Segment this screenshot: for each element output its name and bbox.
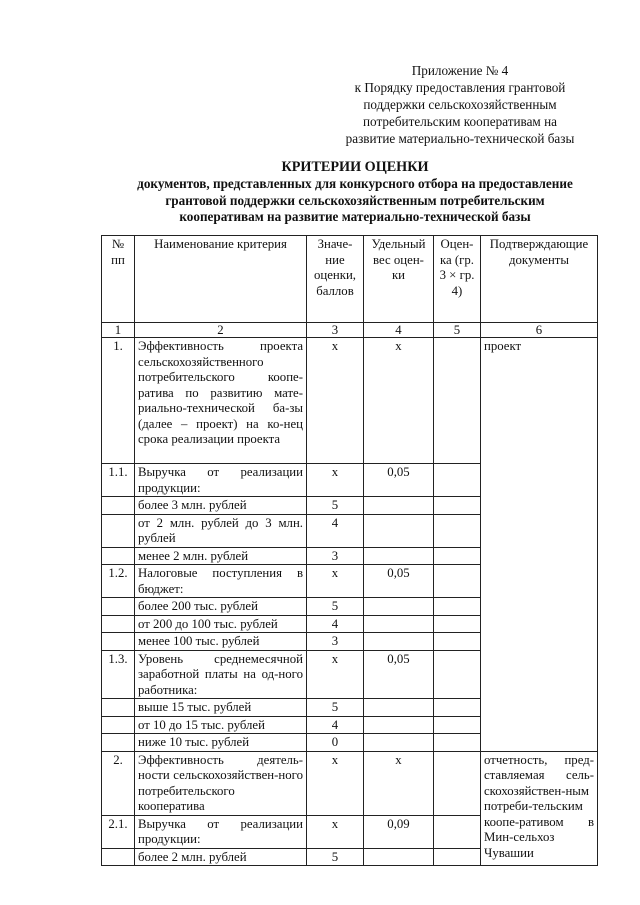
criterion-value: 0	[307, 734, 364, 752]
criterion-name: Выручка от реализации продукции:	[135, 815, 307, 848]
column-number: 4	[364, 323, 434, 338]
row-number	[102, 699, 135, 717]
criterion-value: х	[307, 751, 364, 815]
criterion-value: 4	[307, 716, 364, 734]
criterion-score	[434, 650, 481, 699]
criterion-weight	[364, 615, 434, 633]
criteria-table	[101, 235, 598, 866]
column-number-row	[102, 323, 598, 338]
criterion-weight: х	[364, 338, 434, 464]
column-number: 5	[434, 323, 481, 338]
criterion-weight: 0,05	[364, 565, 434, 598]
row-number: 1.	[102, 338, 135, 464]
table-row	[102, 751, 598, 815]
criterion-name: менее 100 тыс. рублей	[135, 633, 307, 651]
criterion-score	[434, 598, 481, 616]
criterion-score	[434, 633, 481, 651]
criterion-value: х	[307, 464, 364, 497]
criterion-score	[434, 497, 481, 515]
column-number: 2	[135, 323, 307, 338]
row-number	[102, 598, 135, 616]
header-score: Оцен-ка (гр. 3 × гр. 4)	[434, 236, 481, 323]
criterion-name: более 3 млн. рублей	[135, 497, 307, 515]
row-number: 1.3.	[102, 650, 135, 699]
annex-line: Приложение № 4	[411, 63, 509, 78]
criterion-score	[434, 338, 481, 464]
criterion-name: выше 15 тыс. рублей	[135, 699, 307, 717]
column-number: 3	[307, 323, 364, 338]
criterion-weight	[364, 699, 434, 717]
criterion-name: Уровень среднемесячной заработной платы на од-ного работника:	[135, 650, 307, 699]
row-number: 2.	[102, 751, 135, 815]
row-number	[102, 547, 135, 565]
criterion-name: Налоговые поступления в бюджет:	[135, 565, 307, 598]
criterion-value: 5	[307, 598, 364, 616]
criterion-name: Выручка от реализации продукции:	[135, 464, 307, 497]
criterion-score	[434, 615, 481, 633]
criterion-name: менее 2 млн. рублей	[135, 547, 307, 565]
annex-line: потребительским кооперативам на	[362, 114, 557, 129]
criterion-score	[434, 514, 481, 547]
criterion-score	[434, 464, 481, 497]
criterion-name: от 10 до 15 тыс. рублей	[135, 716, 307, 734]
table-row	[102, 338, 598, 464]
criterion-value: 3	[307, 547, 364, 565]
criterion-score	[434, 815, 481, 848]
criterion-name: Эффективность проекта сельскохозяйственного потребительского коопе-ратива по развитию мате-риально-технической ба-зы (далее – проект) на ко-нец срока реализации проекта	[135, 338, 307, 464]
criterion-weight	[364, 497, 434, 515]
criterion-value: 5	[307, 497, 364, 515]
criterion-name: Эффективность деятель-ности сельскохозяйствен-ного потребительского кооператива	[135, 751, 307, 815]
criterion-value: х	[307, 650, 364, 699]
criterion-score	[434, 751, 481, 815]
criterion-value: 3	[307, 633, 364, 651]
row-number: 1.2.	[102, 565, 135, 598]
header-docs: Подтверждающие документы	[481, 236, 598, 323]
header-name: Наименование критерия	[135, 236, 307, 323]
criterion-value: 4	[307, 615, 364, 633]
row-number: 2.1.	[102, 815, 135, 848]
title-block	[95, 158, 615, 226]
criterion-name: от 200 до 100 тыс. рублей	[135, 615, 307, 633]
criterion-weight: 0,09	[364, 815, 434, 848]
criterion-weight: х	[364, 751, 434, 815]
supporting-documents: проект	[481, 338, 598, 752]
criterion-weight: 0,05	[364, 650, 434, 699]
criterion-weight	[364, 598, 434, 616]
criterion-score	[434, 547, 481, 565]
row-number	[102, 716, 135, 734]
criterion-score	[434, 734, 481, 752]
annex-line: к Порядку предоставления грантовой	[354, 80, 566, 95]
row-number	[102, 615, 135, 633]
criterion-value: х	[307, 338, 364, 464]
criterion-score	[434, 848, 481, 866]
criterion-name: более 2 млн. рублей	[135, 848, 307, 866]
criterion-weight	[364, 848, 434, 866]
criterion-name: ниже 10 тыс. рублей	[135, 734, 307, 752]
subtitle-line: грантовой поддержки сельскохозяйственным потребительским	[165, 192, 545, 208]
subtitle-line: документов, представленных для конкурсного отбора на предоставление	[137, 176, 573, 191]
criterion-weight	[364, 547, 434, 565]
criterion-weight	[364, 734, 434, 752]
criterion-value: 5	[307, 699, 364, 717]
criterion-weight	[364, 716, 434, 734]
annex-line: развитие материально-технической базы	[345, 131, 575, 146]
criterion-weight	[364, 514, 434, 547]
annex-line: поддержки сельскохозяйственным	[363, 97, 557, 112]
row-number	[102, 514, 135, 547]
column-number: 6	[481, 323, 598, 338]
row-number	[102, 633, 135, 651]
annex-header	[330, 62, 590, 147]
row-number: 1.1.	[102, 464, 135, 497]
criterion-value: 4	[307, 514, 364, 547]
header-value: Значе-ние оценки, баллов	[307, 236, 364, 323]
criterion-weight	[364, 633, 434, 651]
table-header-row	[102, 236, 598, 323]
criterion-value: х	[307, 565, 364, 598]
document-subtitle	[95, 176, 615, 226]
header-weight: Удельный вес оцен-ки	[364, 236, 434, 323]
header-num: № пп	[102, 236, 135, 323]
criterion-name: от 2 млн. рублей до 3 млн. рублей	[135, 514, 307, 547]
criterion-score	[434, 565, 481, 598]
subtitle-line: кооперативам на развитие материально-технической базы	[179, 209, 531, 224]
column-number: 1	[102, 323, 135, 338]
supporting-documents: отчетность, пред-ставляемая сель-скохозяйствен-ным потреби-тельским коопе-ративом в Мин-сельхоз Чувашии	[481, 751, 598, 866]
criterion-score	[434, 716, 481, 734]
criterion-score	[434, 699, 481, 717]
document-title: КРИТЕРИИ ОЦЕНКИ	[281, 159, 429, 175]
criterion-name: более 200 тыс. рублей	[135, 598, 307, 616]
row-number	[102, 734, 135, 752]
criterion-value: 5	[307, 848, 364, 866]
criterion-value: х	[307, 815, 364, 848]
criterion-weight: 0,05	[364, 464, 434, 497]
row-number	[102, 497, 135, 515]
row-number	[102, 848, 135, 866]
